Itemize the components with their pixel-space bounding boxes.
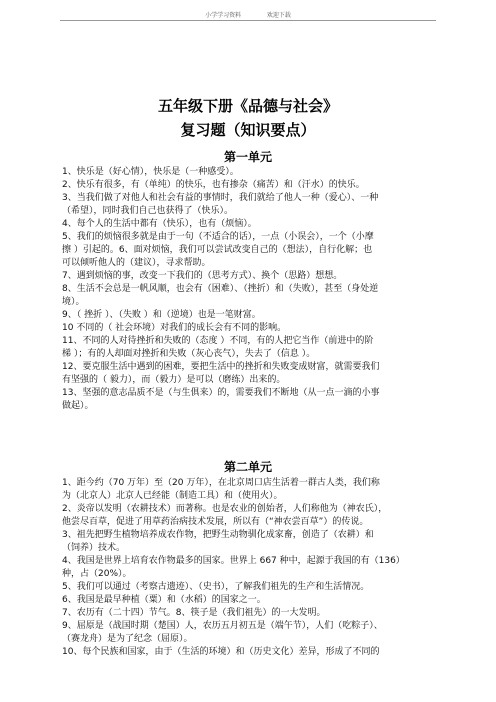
text-line: 9、（ 挫折 ）、（失败 ）和（逆境）也是一笔财富。: [62, 310, 261, 320]
text-line: 5、我们的烦恼很多就是由于一句（不适合的话），一点（小误会），一个（小摩: [62, 232, 374, 242]
text-line: 2、炎帝以发明（农耕技术）而著称。也是农业的创始者，人们称他为（神农氏），: [62, 504, 388, 514]
text-line: 种，占（20%）。: [62, 569, 132, 579]
text-line: （赛龙舟）是为了纪念（屈原）。: [62, 634, 193, 644]
header-right-text: 欢迎下载: [266, 12, 291, 19]
text-line: 有坚强的（ 毅力），而（毅力）是可以（磨练）出来的。: [62, 375, 286, 385]
text-line: 12、要克服生活中遇到的困难，要把生活中的挫折和失败变成财富，就需要我们: [62, 362, 380, 372]
text-line: 梯 ）；有的人却面对挫折和失败（灰心丧气），失去了（信息 ）。: [62, 349, 316, 359]
document-title: 五年级下册《品德与社会》: [157, 97, 338, 115]
text-line: 4、每个人的生活中都有（快乐），也有（烦恼）。: [62, 219, 257, 229]
text-line: 8、生活不会总是一帆风顺，也会有（困难）、（挫折）和（失败），甚至（身处逆: [62, 284, 379, 294]
text-line: 11、不同的人对待挫折和失败的（态度 ）不同，有的人把它当作（前进中的阶: [62, 336, 374, 346]
unit-1-heading: 第一单元: [223, 150, 272, 164]
text-line: 3、当我们做了对他人和社会有益的事情时，我们就给了他人一种（爱心）、一种: [62, 193, 379, 203]
page-header: [0, 10, 496, 19]
header-left-text: 小学学习资料: [205, 12, 242, 19]
text-line: 13、坚强的意志品质不是（与生俱来）的，需要我们不断地（从一点一滴的小事: [62, 388, 380, 398]
text-line: 1、距今约（70 万年）至（20 万年），在北京周口店生活着一群古人类，我们称: [62, 478, 380, 488]
text-line: 1、快乐是（好心情），快乐是（一种感受）。: [62, 167, 239, 177]
text-line: 7、农历有（二十四）节气。8、筷子是（我们祖先）的一大发明。: [62, 608, 326, 618]
document-subtitle: 复习题（知识要点）: [180, 121, 316, 139]
text-line: （希望），同时我们自己也获得了（快乐）。: [62, 206, 234, 216]
text-line: 10 不同的（ 社会环境）对我们的成长会有不同的影响。: [62, 323, 287, 333]
text-line: 做起）。: [62, 401, 94, 411]
text-line: （饲养）技术。: [62, 543, 126, 553]
text-line: 9、屈原是（战国时期（楚国）人，农历五月初五是（端午节），人们（吃粽子）、: [62, 621, 383, 631]
text-line: 擦 ）引起的。6、面对烦恼，我们可以尝试改变自己的（想法），自行化解；也: [62, 245, 373, 255]
unit-2-heading: 第二单元: [223, 460, 272, 474]
text-line: 5、我们可以通过（考察古遗迹）、（史书），了解我们祖先的生产和生活情况。: [62, 582, 370, 592]
text-line: 6、我国是最早种植（粟）和（水稻）的国家之一。: [62, 595, 266, 605]
text-line: 10、每个民族和国家，由于（生活的环境）和（历史文化）差异，形成了不同的: [62, 647, 380, 657]
text-line: 4、我国是世界上培育农作物最多的国家。世界上 667 种中，起源于我国的有（136）: [62, 556, 405, 566]
text-line: 可以倾听他人的（建议），寻求帮助。: [62, 258, 211, 268]
header-divider: [60, 20, 436, 21]
text-line: 为（北京人）北京人已经能（制造工具）和（使用火）。: [62, 491, 283, 501]
text-line: 3、祖先把野生植物培养成农作物，把野生动物驯化成家畜，创造了（农耕）和: [62, 530, 374, 540]
text-line: 2、快乐有很多，有（单纯）的快乐，也有掺杂（痛苦）和（汗水）的快乐。: [62, 180, 365, 190]
text-line: 境）。: [62, 297, 85, 307]
unit-2-content: [62, 477, 436, 659]
unit-1-content: [62, 166, 436, 413]
text-line: 7、遇到烦恼的事，改变一下我们的（思考方式）、换个（思路）想想。: [62, 271, 343, 281]
text-line: 他尝尽百草，促进了用草药治病技术发展，所以有（“神农尝百草”）的传说。: [62, 517, 369, 527]
